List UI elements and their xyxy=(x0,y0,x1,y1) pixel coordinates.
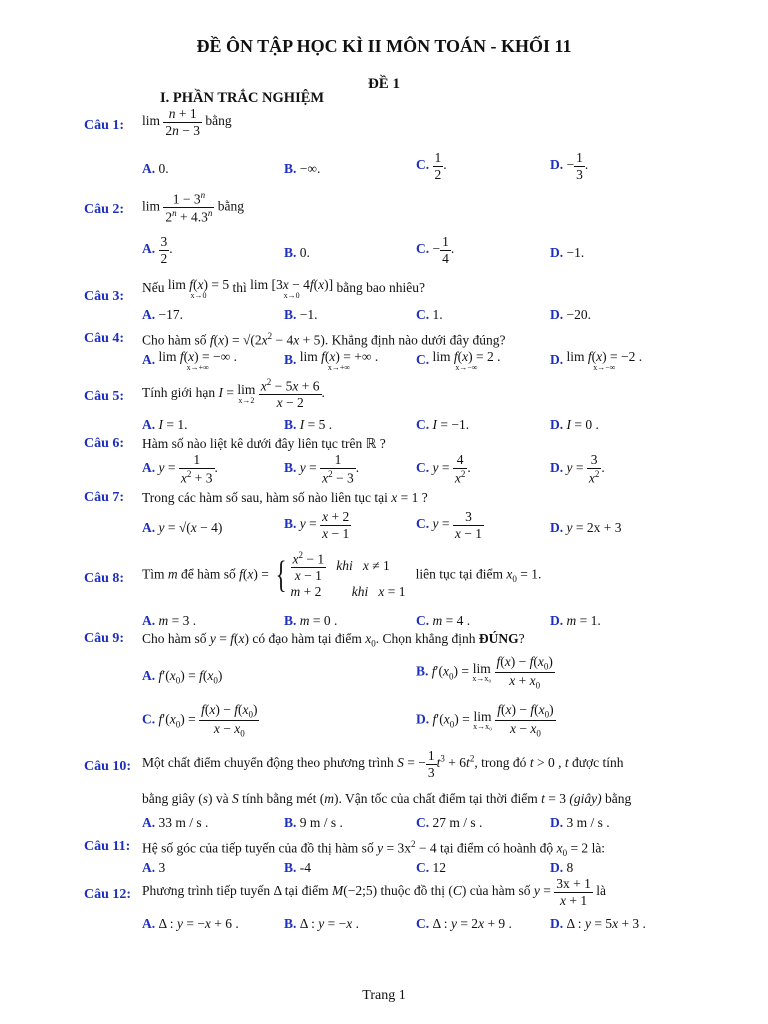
option-c: C. 27 m / s . xyxy=(416,815,483,830)
question-stem: Cho hàm số $f(x) = √(2x^2 - 4x + 5)$. Khẳng định nào dưới đây đúng? xyxy=(142,331,506,348)
option-a: A. y = √(x − 4) xyxy=(142,520,223,535)
option-a: A. m = 3 . xyxy=(142,613,197,628)
option-b: B. Δ : y = −x . xyxy=(284,916,359,931)
option-d: D. $f'(x_0)$ = lim x→x₀ $\frac{f(x) - f(x_0)}{x - x_0}$ xyxy=(416,702,554,739)
option-b: B. 0. xyxy=(284,245,310,260)
option-a: A. I = 1. xyxy=(142,417,188,432)
option-c: C. y = $\frac{3}{x - 1}$ xyxy=(416,509,482,541)
option-a: A. 33 m / s . xyxy=(142,815,209,830)
stem-text: bằng xyxy=(205,113,232,129)
option-a: A. $f'(x_0) = f(x_0)$ xyxy=(142,668,223,686)
option-a: A. y = $\frac{1}{x^2 + 3}$ . xyxy=(142,452,218,486)
option-a: A. −17. xyxy=(142,307,183,322)
option-a: A. $\frac{3}{2}$ . xyxy=(142,234,173,266)
question-number: Câu 4: xyxy=(84,331,125,346)
question-number: Câu 5: xyxy=(84,389,125,404)
option-d: D. m = 1. xyxy=(550,613,601,628)
option-c: C. $f'(x_0)$ = $\frac{f(x) - f(x_0)}{x - x_0}$ xyxy=(142,702,258,739)
question-stem: Hàm số nào liệt kê dưới đây liên tục trên ℝ ? xyxy=(142,436,386,451)
option-b: B. y = $\frac{x + 2}{x - 1}$ xyxy=(284,509,350,541)
option-c: C. lim f(x) = 2 . x→−∞ xyxy=(416,349,501,372)
option-d: D. y = 2x + 3 xyxy=(550,520,622,535)
option-d: D. 3 m / s . xyxy=(550,815,610,830)
option-b: B. −∞. xyxy=(284,161,321,176)
question-number: Câu 6: xyxy=(84,436,125,451)
option-d: D. − $\frac{1}{3}$ . xyxy=(550,150,589,182)
question-stem: Trong các hàm số sau, hàm số nào liên tục tại x = 1 ? xyxy=(142,490,428,505)
question-number: Câu 2: xyxy=(84,202,125,217)
section-heading: I. PHẦN TRẮC NGHIỆM xyxy=(160,90,325,106)
option-b: B. 9 m / s . xyxy=(284,815,343,830)
exam-number: ĐỀ 1 xyxy=(367,76,401,92)
option-b: B. y = $\frac{1}{x^2 - 3}$ . xyxy=(284,452,360,486)
question-stem: lim $\frac{n + 1}{2n - 3}$ bằng xyxy=(142,106,232,138)
question-stem: Một chất điểm chuyển động theo phương trình S = − $\frac{1}{3}$ $t^3 + 6t^2$, trong đó t > 0 , t được tính xyxy=(142,748,624,780)
option-d: D. lim f(x) = −2 . x→−∞ xyxy=(550,349,643,372)
option-c: C. Δ : y = 2x + 9 . xyxy=(416,916,512,931)
question-stem: Nếu lim f(x) = 5 x→0 thì lim [3x − 4f(x)] x→0 bằng bao nhiêu? xyxy=(142,277,426,300)
page-number: Trang 1 xyxy=(362,988,406,1003)
option-d: D. y = $\frac{3}{x^2}$ . xyxy=(550,452,605,486)
option-b: B. m = 0 . xyxy=(284,613,338,628)
question-number: Câu 8: xyxy=(84,571,125,586)
question-stem-line2: bằng giây (s) và S tính bằng mét (m). Vận tốc của chất điểm tại thời điểm t = 3 (giây) bằng xyxy=(142,791,632,806)
question-number: Câu 11: xyxy=(84,839,131,854)
option-d: D. 8 xyxy=(550,860,574,875)
option-d: D. −20. xyxy=(550,307,591,322)
question-stem: Hệ số góc của tiếp tuyến của đồ thị hàm số $y = 3x^2 - 4$ tại điểm có hoành độ $x_0 = 2$ là: xyxy=(142,839,606,859)
option-d: D. I = 0 . xyxy=(550,417,599,432)
option-c: C. I = −1. xyxy=(416,417,470,432)
option-a: A. 3 xyxy=(142,860,166,875)
option-b: B. I = 5 . xyxy=(284,417,333,432)
question-stem: Tìm m để hàm số f(x) = { $\frac{x^2 - 1}{x - 1}$ khi x ≠ 1 m + 2 khi x = 1 liên tục tại điểm $x_0 = 1$. xyxy=(142,550,542,599)
question-number: Câu 10: xyxy=(84,759,132,774)
page-title: ĐỀ ÔN TẬP HỌC KÌ II MÔN TOÁN - KHỐI 11 xyxy=(196,36,572,56)
question-number: Câu 9: xyxy=(84,631,125,646)
question-number: Câu 12: xyxy=(84,887,132,902)
option-c: C. 12 xyxy=(416,860,446,875)
option-c: C. y = $\frac{4}{x^2}$ . xyxy=(416,452,471,486)
option-c: C. m = 4 . xyxy=(416,613,471,628)
question-number: Câu 1: xyxy=(84,118,125,133)
option-d: D. Δ : y = 5x + 3 . xyxy=(550,916,646,931)
question-stem: lim $\frac{1 - 3^n}{2^n + 4.3^n}$ bằng xyxy=(142,190,245,225)
option-b: B. lim f(x) = +∞ . x→+∞ xyxy=(284,349,379,372)
option-c: C. 1. xyxy=(416,307,443,322)
question-number: Câu 3: xyxy=(84,289,125,304)
question-stem: Tính giới hạn I = lim x→2 $\frac{x^2 - 5x + 6}{x - 2}$ . xyxy=(142,377,325,411)
option-b: B. −1. xyxy=(284,307,318,322)
option-a: A. Δ : y = −x + 6 . xyxy=(142,916,239,931)
option-a: A. 0. xyxy=(142,161,169,176)
option-a: A. lim f(x) = −∞ . x→+∞ xyxy=(142,349,238,372)
option-c: C. − $\frac{1}{4}$ . xyxy=(416,234,455,266)
option-b: B. $f'(x_0)$ = lim x→x₀ $\frac{f(x) - f(x_0)}{x + x_0}$ xyxy=(416,654,553,691)
question-stem: Cho hàm số y = f(x) có đạo hàm tại điểm $x_0$. Chọn khẳng định ĐÚNG? xyxy=(142,631,525,649)
option-b: B. -4 xyxy=(284,860,312,875)
question-number: Câu 7: xyxy=(84,490,125,505)
question-stem: Phương trình tiếp tuyến Δ tại điểm M(−2;5) thuộc đồ thị (C) của hàm số y = $\frac{3x + 1}{x + 1}$ là xyxy=(142,876,606,908)
option-d: D. −1. xyxy=(550,245,585,260)
option-c: C. $\frac{1}{2}$ . xyxy=(416,150,447,182)
